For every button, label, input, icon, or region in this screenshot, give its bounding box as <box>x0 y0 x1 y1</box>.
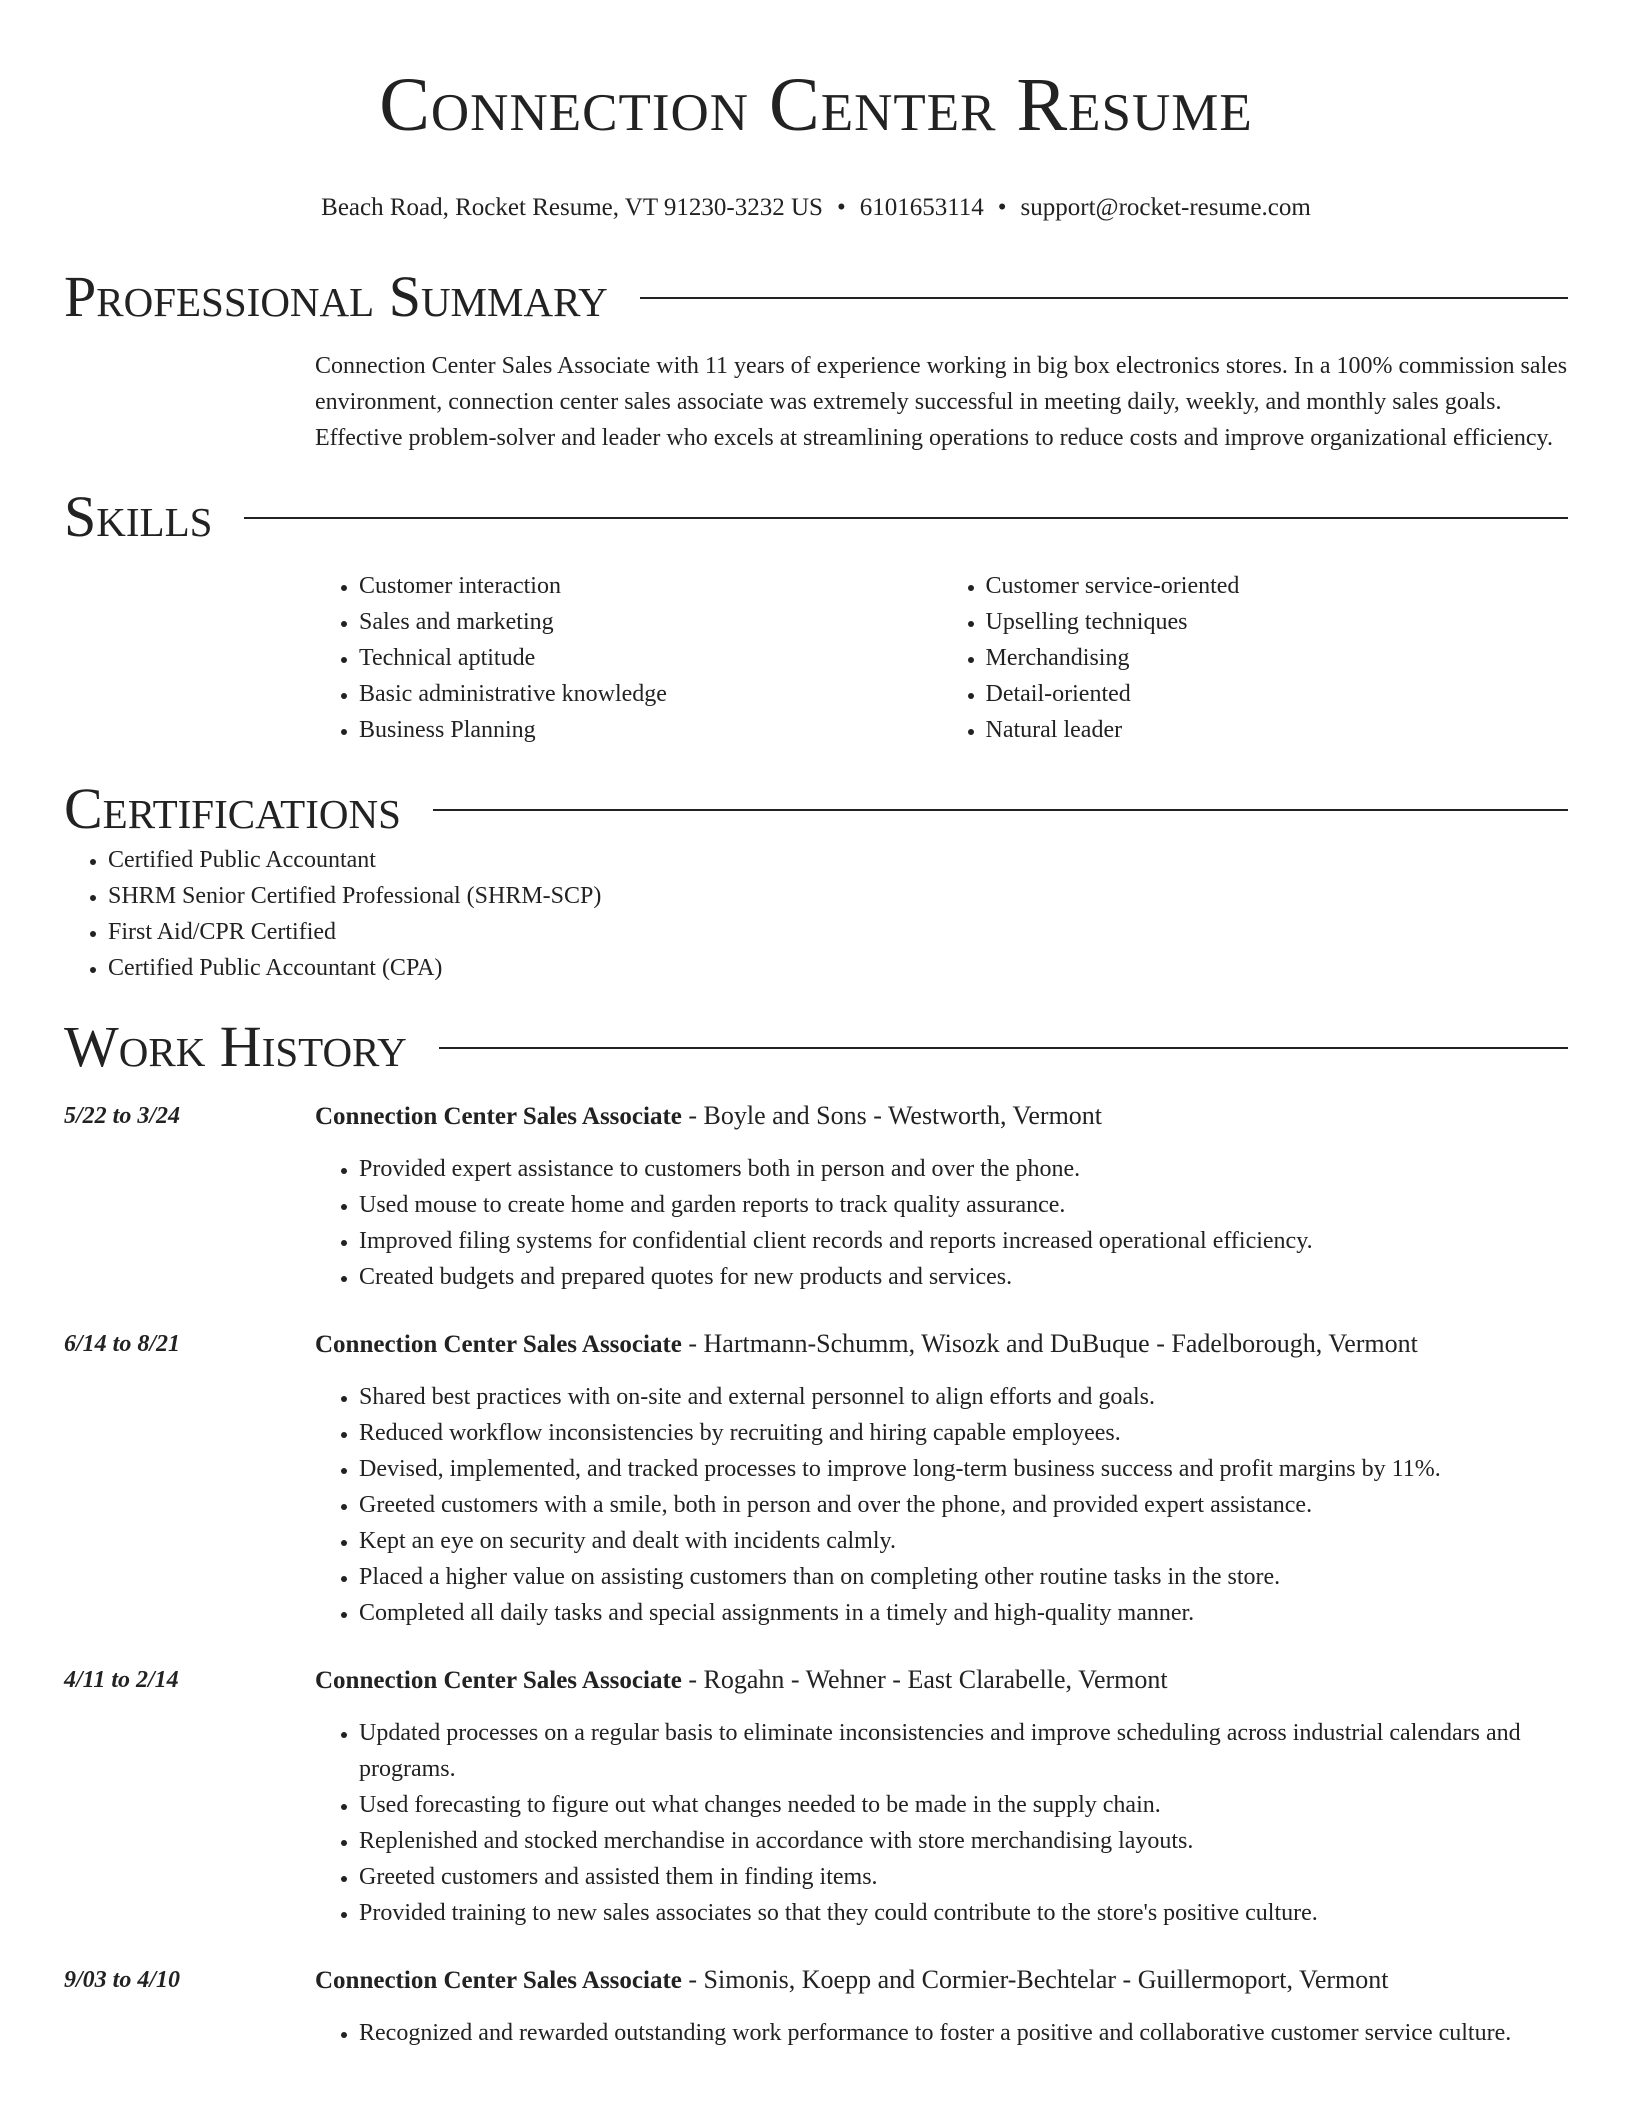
skill-item: • Technical aptitude <box>359 640 942 676</box>
job-title: Connection Center Sales Associate <box>315 1103 682 1130</box>
certification-item: • SHRM Senior Certified Professional (SHRM-SCP) <box>108 878 1568 914</box>
work-history-section <box>64 1014 1568 2051</box>
certifications-heading-row <box>64 776 1568 842</box>
job-bullet: • Placed a higher value on assisting customers than on completing other routine tasks in the store. <box>359 1559 1568 1595</box>
job-details <box>315 1326 1568 1631</box>
certification-item: • Certified Public Accountant (CPA) <box>108 950 1568 986</box>
skills-section <box>64 484 1568 748</box>
skills-heading-row <box>64 484 1568 550</box>
certification-item: • First Aid/CPR Certified <box>108 914 1568 950</box>
summary-text: Connection Center Sales Associate with 11 years of experience working in big box electronics stores. In a 100% commission sales environment, connection center sales associate was extremely successful in meeting daily, weekly, and monthly sales goals. Effective problem-solver and leader who excels at streamlining operations to reduce costs and improve organizational efficiency. <box>315 353 1568 451</box>
contact-address: Beach Road, Rocket Resume, VT 91230-3232 US <box>321 194 823 221</box>
job-dates: 6/14 to 8/21 <box>64 1331 181 1357</box>
skill-item: • Sales and marketing <box>359 604 942 640</box>
job-title-line <box>315 1962 1568 1999</box>
job-title: Connection Center Sales Associate <box>315 1331 682 1358</box>
summary-heading: Professional Summary <box>64 264 608 329</box>
job-bullets <box>315 2015 1568 2051</box>
job-bullets <box>315 1151 1568 1295</box>
job-entry <box>64 1326 1568 1631</box>
job-bullet: • Kept an eye on security and dealt with incidents calmly. <box>359 1523 1568 1559</box>
contact-phone: 6101653114 <box>859 194 984 221</box>
skill-item: • Detail-oriented <box>986 676 1569 712</box>
skill-item: • Merchandising <box>986 640 1569 676</box>
job-bullet: • Shared best practices with on-site and external personnel to align efforts and goals. <box>359 1379 1568 1415</box>
job-details <box>315 1962 1568 2051</box>
work-history-heading: Work History <box>64 1014 407 1079</box>
job-details <box>315 1098 1568 1295</box>
job-employer-location: - Simonis, Koepp and Cormier-Bechtelar - Guillermoport, Vermont <box>681 1965 1389 1994</box>
job-title-line <box>315 1098 1568 1135</box>
job-title-line <box>315 1326 1568 1363</box>
skill-item: • Basic administrative knowledge <box>359 676 942 712</box>
skill-item: • Business Planning <box>359 712 942 748</box>
skills-grid <box>315 568 1568 748</box>
work-heading-row <box>64 1014 1568 1080</box>
contact-separator: • <box>997 194 1007 221</box>
job-title-line <box>315 1662 1568 1699</box>
job-entry <box>64 1662 1568 1931</box>
job-dates: 9/03 to 4/10 <box>64 1967 181 1993</box>
section-divider <box>244 517 1568 519</box>
job-employer-location: - Boyle and Sons - Westworth, Vermont <box>681 1101 1103 1130</box>
summary-section <box>64 264 1568 456</box>
job-bullet: • Created budgets and prepared quotes for new products and services. <box>359 1259 1568 1295</box>
job-bullet: • Reduced workflow inconsistencies by recruiting and hiring capable employees. <box>359 1415 1568 1451</box>
job-bullets <box>315 1715 1568 1931</box>
job-entry <box>64 1962 1568 2051</box>
job-bullet: • Updated processes on a regular basis to eliminate inconsistencies and improve scheduling across industrial calendars and programs. <box>359 1715 1568 1787</box>
skill-item: • Natural leader <box>986 712 1569 748</box>
job-entry <box>64 1098 1568 1295</box>
section-divider <box>439 1047 1568 1049</box>
skills-list-right <box>942 568 1569 748</box>
skill-item: • Customer service-oriented <box>986 568 1569 604</box>
section-divider <box>433 809 1568 811</box>
job-bullet: • Used forecasting to figure out what changes needed to be made in the supply chain. <box>359 1787 1568 1823</box>
certifications-section <box>64 776 1568 986</box>
certifications-list <box>64 842 1568 986</box>
job-bullet: • Greeted customers with a smile, both in person and over the phone, and provided expert assistance. <box>359 1487 1568 1523</box>
certification-item: • Certified Public Accountant <box>108 842 1568 878</box>
job-title: Connection Center Sales Associate <box>315 1967 682 1994</box>
contact-email: support@rocket-resume.com <box>1020 194 1311 221</box>
contact-separator: • <box>836 194 846 221</box>
job-bullet: • Improved filing systems for confidential client records and reports increased operational efficiency. <box>359 1223 1568 1259</box>
skills-heading: Skills <box>64 484 213 549</box>
skill-item: • Upselling techniques <box>986 604 1569 640</box>
job-dates: 5/22 to 3/24 <box>64 1103 181 1129</box>
job-bullet: • Greeted customers and assisted them in finding items. <box>359 1859 1568 1895</box>
job-bullet: • Provided expert assistance to customers both in person and over the phone. <box>359 1151 1568 1187</box>
section-divider <box>640 297 1568 299</box>
summary-heading-row <box>64 264 1568 330</box>
job-details <box>315 1662 1568 1931</box>
skills-list-left <box>315 568 942 748</box>
job-dates: 4/11 to 2/14 <box>64 1667 179 1693</box>
job-bullet: • Provided training to new sales associates so that they could contribute to the store's positive culture. <box>359 1895 1568 1931</box>
job-bullet: • Recognized and rewarded outstanding work performance to foster a positive and collaborative customer service culture. <box>359 2015 1568 2051</box>
job-bullet: • Replenished and stocked merchandise in accordance with store merchandising layouts. <box>359 1823 1568 1859</box>
job-bullet: • Completed all daily tasks and special assignments in a timely and high-quality manner. <box>359 1595 1568 1631</box>
job-employer-location: - Hartmann-Schumm, Wisozk and DuBuque - Fadelborough, Vermont <box>681 1329 1418 1358</box>
certifications-heading: Certifications <box>64 776 401 841</box>
job-employer-location: - Rogahn - Wehner - East Clarabelle, Vermont <box>681 1665 1168 1694</box>
contact-line <box>64 192 1568 224</box>
job-bullet: • Used mouse to create home and garden reports to track quality assurance. <box>359 1187 1568 1223</box>
job-title: Connection Center Sales Associate <box>315 1667 682 1694</box>
job-bullet: • Devised, implemented, and tracked processes to improve long-term business success and profit margins by 11%. <box>359 1451 1568 1487</box>
skill-item: • Customer interaction <box>359 568 942 604</box>
resume-name: Connection Center Resume <box>379 63 1253 147</box>
job-bullets <box>315 1379 1568 1631</box>
